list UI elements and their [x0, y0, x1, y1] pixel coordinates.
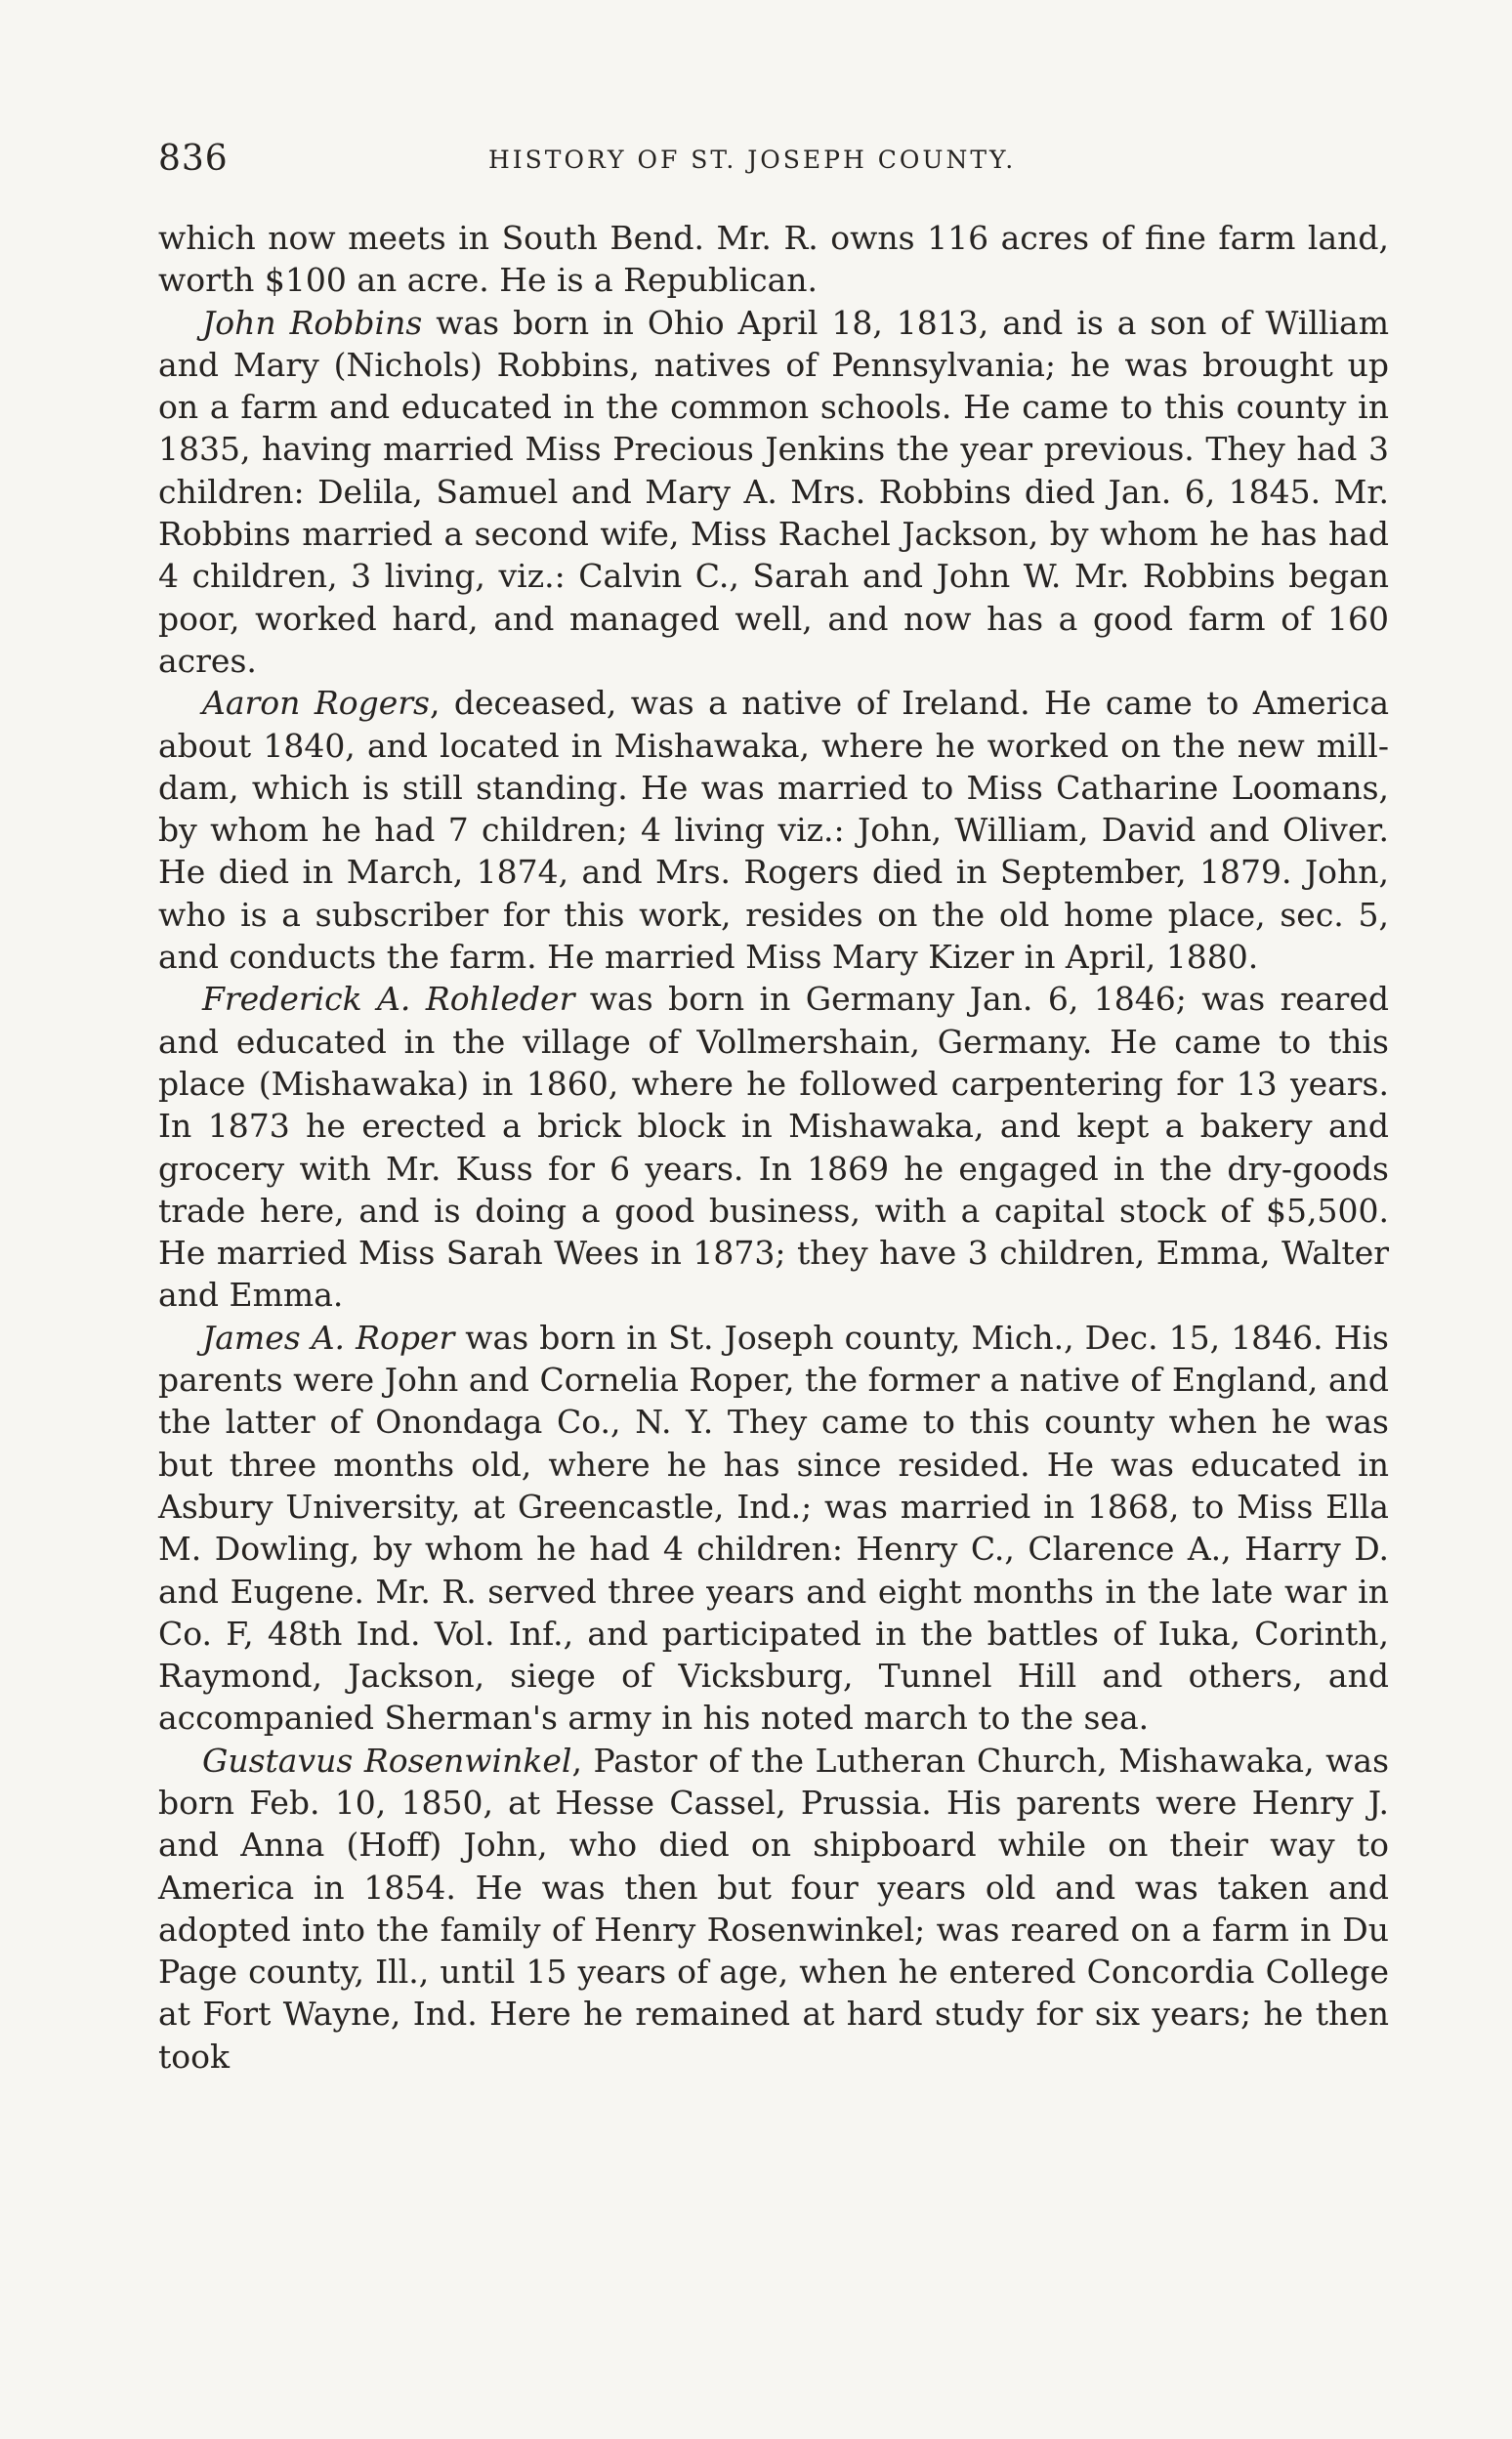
- body-text: [158, 217, 1389, 2078]
- page-header: [156, 137, 1397, 182]
- paragraph-text: was born in Ohio April 18, 1813, and is a son of William and Mary (Nichols) Robbins, natives of Pennsylvania; he was brought up on a farm and educated in the common schools. He came to this county in 1835, having married Miss Precious Jenkins the year previous. They had 3 children: Delila, Samuel and Mary A. Mrs. Robbins died Jan. 6, 1845. Mr. Robbins married a second wife, Miss Rachel Jackson, by whom he has had 4 children, 3 living, viz.: Calvin C., Sarah and John W. Mr. Robbins began poor, worked hard, and managed well, and now has a good farm of 160 acres.: [158, 303, 1389, 680]
- paragraph-text: , deceased, was a native of Ireland. He came to America about 1840, and located in Mishawaka, where he worked on the new mill-dam, which is still standing. He was married to Miss Catharine Loomans, by whom he had 7 children; 4 living viz.: John, William, David and Oliver. He died in March, 1874, and Mrs. Rogers died in September, 1879. John, who is a subscriber for this work, resides on the old home place, sec. 5, and conducts the farm. He married Miss Mary Kizer in April, 1880.: [158, 684, 1389, 977]
- person-name: James A. Roper: [202, 1318, 455, 1357]
- person-name: Aaron Rogers: [202, 684, 430, 723]
- paragraph-text: , Pastor of the Lutheran Church, Mishawaka, was born Feb. 10, 1850, at Hesse Cassel, Prussia. His parents were Henry J. and Anna (Hoff) John, who died on shipboard while on their way to America in 1854. He was then but four years old and was taken and adopted into the family of Henry Rosenwinkel; was reared on a farm in Du Page county, Ill., until 15 years of age, when he entered Concordia College at Fort Wayne, Ind. Here he remained at hard study for six years; he then took: [158, 1741, 1390, 2076]
- page-number: 836: [158, 139, 229, 179]
- paragraph-continuation: [158, 217, 1389, 302]
- biography-john-robbins: [158, 302, 1389, 683]
- person-name: Gustavus Rosenwinkel: [202, 1741, 572, 1780]
- biography-aaron-rogers: [158, 682, 1389, 978]
- biography-james-roper: [158, 1317, 1389, 1740]
- paragraph-text: was born in Germany Jan. 6, 1846; was reared and educated in the village of Vollmershain, Germany. He came to this place (Mishawaka) in 1860, where he followed carpentering for 13 years. In 1873 he erected a brick block in Mishawaka, and kept a bakery and grocery with Mr. Kuss for 6 years. In 1869 he engaged in the dry-goods trade here, and is doing a good business, with a capital stock of $5,500. He married Miss Sarah Wees in 1873; they have 3 children, Emma, Walter and Emma.: [158, 980, 1389, 1315]
- paragraph-text: was born in St. Joseph county, Mich., Dec. 15, 1846. His parents were John and Cornelia Roper, the former a native of England, and the latter of Onondaga Co., N. Y. They came to this county when he was but three months old, where he has since resided. He was educated in Asbury University, at Greencastle, Ind.; was married in 1868, to Miss Ella M. Dowling, by whom he had 4 children: Henry C., Clarence A., Harry D. and Eugene. Mr. R. served three years and eight months in the late war in Co. F, 48th Ind. Vol. Inf., and participated in the battles of Iuka, Corinth, Raymond, Jackson, siege of Vicksburg, Tunnel Hill and others, and accompanied Sherman's army in his noted march to the sea.: [158, 1318, 1389, 1738]
- paragraph-text: which now meets in South Bend. Mr. R. owns 116 acres of fine farm land, worth $100 an acre. He is a Republican.: [158, 219, 1389, 300]
- person-name: Frederick A. Rohleder: [202, 980, 575, 1019]
- biography-frederick-rohleder: [158, 978, 1389, 1316]
- biography-gustavus-rosenwinkel: [158, 1740, 1389, 2078]
- running-head: HISTORY OF ST. JOSEPH COUNTY.: [488, 146, 1017, 174]
- person-name: John Robbins: [202, 303, 423, 342]
